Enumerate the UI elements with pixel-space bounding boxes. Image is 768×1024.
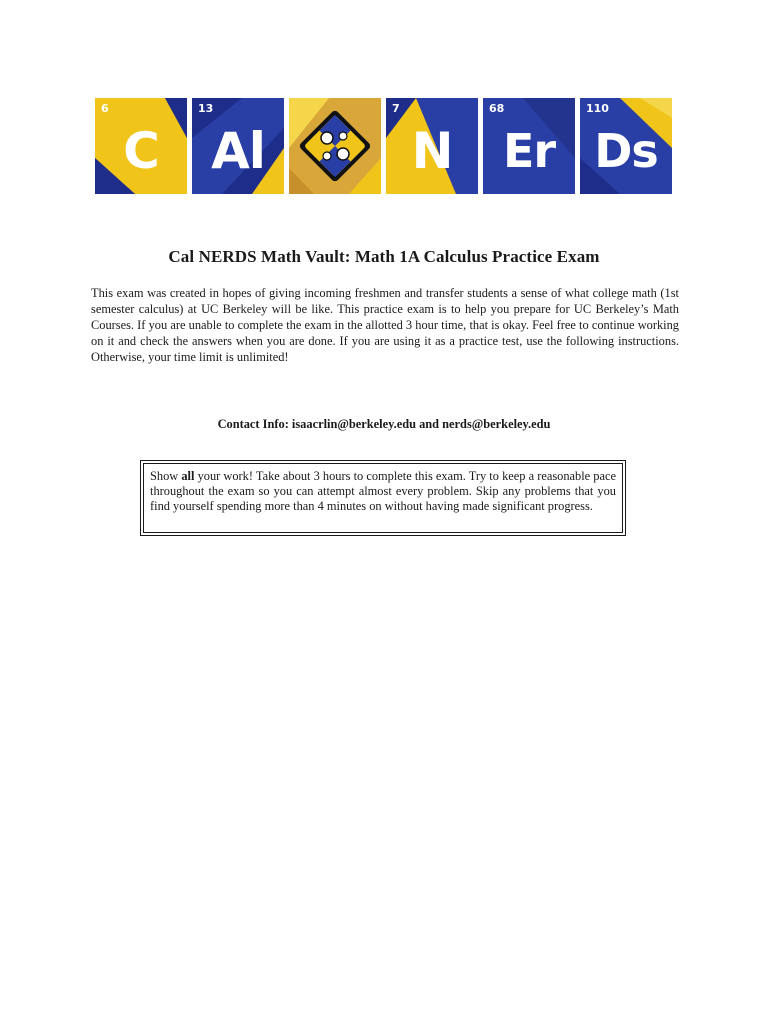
- element-symbol: Ds: [594, 124, 658, 178]
- logo-tile-c: [95, 98, 187, 194]
- instructions-emphasis: all: [181, 469, 195, 483]
- instructions-body: your work! Take about 3 hours to complete this exam. Try to keep a reasonable pace throughout the exam so you can attempt almost every problem. Skip any problems that you find yourself spending more than 4 minutes on without having made significant progress.: [150, 469, 616, 513]
- logo-tile-al: [192, 98, 284, 194]
- atomic-number: 110: [586, 102, 609, 115]
- logo-tile-ds: [580, 98, 672, 194]
- logo-tile-er: [483, 98, 575, 194]
- cal-nerds-logo: [95, 98, 673, 194]
- atomic-number: 7: [392, 102, 400, 115]
- page-title: Cal NERDS Math Vault: Math 1A Calculus Practice Exam: [168, 247, 600, 266]
- instructions-box: [140, 460, 626, 536]
- element-symbol: Al: [211, 122, 265, 180]
- intro-paragraph: This exam was created in hopes of giving incoming freshmen and transfer students a sense of what college math (1st semester calculus) at UC Berkeley will be like. This practice exam is to help you prepare for UC Berkeley’s Math Courses. If you are unable to complete the exam in the allotted 3 hour time, that is okay. Feel free to continue working on it and check the answers when you are done. If you are using it as a practice test, use the following instructions. Otherwise, your time limit is unlimited!: [91, 286, 679, 364]
- logo-tile-emblem: [289, 98, 381, 194]
- bear-emblem-icon: [289, 98, 381, 194]
- atomic-number: 13: [198, 102, 214, 115]
- element-symbol: N: [411, 122, 453, 180]
- instructions-text: [143, 463, 623, 533]
- atomic-number: 6: [101, 102, 109, 115]
- atomic-number: 68: [489, 102, 505, 115]
- contact-info: Contact Info: isaacrlin@berkeley.edu and nerds@berkeley.edu: [217, 417, 551, 431]
- logo-tile-n: [386, 98, 478, 194]
- element-symbol: C: [123, 122, 159, 180]
- element-symbol: Er: [502, 124, 556, 178]
- instructions-prefix: Show: [150, 469, 182, 483]
